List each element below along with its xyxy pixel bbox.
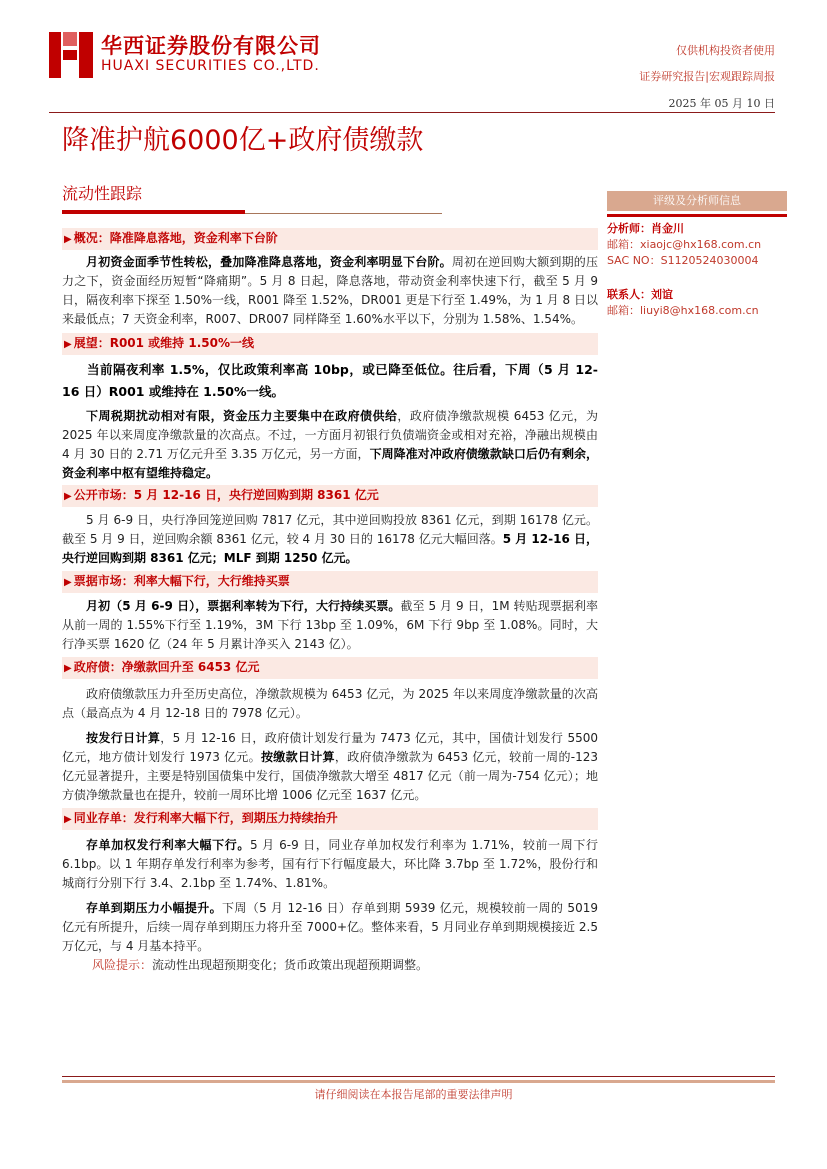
section-heading-overview: ▶ 概况：降准降息落地，资金利率下台阶 — [62, 228, 598, 250]
paragraph: 下周税期扰动相对有限，资金压力主要集中在政府债供给，政府债净缴款规模 6453 亿元，为 2025 年以来周度净缴款量的次高点。不过，一方面月初银行负债端资金或相对充裕，净融出规模由 4 月 30 日的 2.71 万亿元升至 3.35 万亿元，另一方面，下周降准对冲政府债缴款缺口后仍有剩余，资金利率中枢有望维持稳定。 — [62, 409, 598, 480]
report-date: 2025 年 05 月 10 日 — [668, 97, 775, 110]
paragraph: 月初（5 月 6-9 日），票据利率转为下行，大行持续买票。截至 5 月 9 日，1M 转贴现票据利率从前一周的 1.55%下行至 1.19%，3M 下行 13bp 至 1.09%，6M 下行 9bp 至 1.08%。同时，大行净买票 1620 亿（24 年 5 月累计净买入 2143 亿）。 — [62, 599, 598, 651]
analyst-info-panel — [607, 191, 787, 319]
usage-note: 仅供机构投资者使用 — [676, 44, 775, 57]
section-heading-outlook: ▶ 展望：R001 或维持 1.50%一线 — [62, 333, 598, 355]
contact-line: 联系人：刘谊 — [607, 288, 673, 301]
huaxi-logo-icon — [49, 32, 93, 78]
section-underline — [62, 210, 245, 214]
footer-divider-bar — [62, 1080, 775, 1083]
section-heading-open-market: ▶ 公开市场：5 月 12-16 日，央行逆回购到期 8361 亿元 — [62, 485, 598, 507]
header-divider — [49, 112, 775, 113]
triangle-icon: ▶ — [64, 491, 72, 502]
analyst-panel-heading: 评级及分析师信息 — [607, 191, 787, 211]
risk-warning: 风险提示：流动性出现超预期变化；货币政策出现超预期调整。 — [92, 958, 429, 972]
paragraph: 5 月 6-9 日，央行净回笼逆回购 7817 亿元，其中逆回购投放 8361 亿元，到期 16178 亿元。截至 5 月 9 日，逆回购余额 8361 亿元，较 4 月 30 日的 16178 亿元大幅回落。5 月 12-16 日，央行逆回购到期 8361 亿元；MLF 到期 1250 亿元。 — [62, 513, 598, 565]
paragraph: 月初资金面季节性转松，叠加降准降息落地，资金利率明显下台阶。周初在逆回购大额到期的压力之下，资金面经历短暂“降痛期”。5 月 8 日起，降息落地，带动资金利率快速下行，截至 5 月 9 日，隔夜利率下探至 1.50%一线，R001 降至 1.52%，DR001 更是下行至 1.49%，为 1 月 8 日以来最低点；7 天资金利率，R007、DR007 同样降至 1.60%水平以下，分别为 1.58%、1.54%。 — [62, 255, 598, 326]
company-name-en: HUAXI SECURITIES CO.,LTD. — [101, 58, 320, 74]
footer-divider — [62, 1076, 775, 1077]
section-heading-bills: ▶ 票据市场：利率大幅下行，大行维持买票 — [62, 571, 598, 593]
section-title: 流动性跟踪 — [62, 184, 143, 203]
triangle-icon: ▶ — [64, 814, 72, 825]
triangle-icon: ▶ — [64, 339, 72, 350]
legal-disclaimer: 请仔细阅读在本报告尾部的重要法律声明 — [314, 1088, 513, 1101]
analyst-line: 分析师：肖金川 — [607, 222, 684, 235]
company-name-cn: 华西证券股份有限公司 — [101, 34, 321, 58]
contact-email: 邮箱：liuyi8@hx168.com.cn — [607, 304, 759, 317]
section-heading-govt-bonds: ▶ 政府债：净缴款回升至 6453 亿元 — [62, 657, 598, 679]
analyst-email: 邮箱：xiaojc@hx168.com.cn — [607, 238, 762, 251]
paragraph: 按发行日计算，5 月 12-16 日，政府债计划发行量为 7473 亿元，其中，国债计划发行 5500 亿元，地方债计划发行 1973 亿元。按缴款日计算，政府债净缴款为 6453 亿元，较前一周的-123 亿元显著提升，主要是特别国债集中发行，国债净缴款大增至 4817 亿元（前一周为-754 亿元）；地方债净缴款量也在提升，较前一周环比增 1006 亿元至 1637 亿元。 — [62, 731, 599, 802]
paragraph: 当前隔夜利率 1.5%，仅比政策利率高 10bp，或已降至低位。往后看，下周（5 月 12-16 日）R001 或维持在 1.50%一线。 — [62, 362, 598, 399]
triangle-icon: ▶ — [64, 577, 72, 588]
report-type: 证券研究报告|宏观跟踪周报 — [639, 70, 775, 83]
paragraph: 存单到期压力小幅提升。下周（5 月 12-16 日）存单到期 5939 亿元，规模较前一周的 5019 亿元有所提升，后续一周存单到期压力将升至 7000+亿。整体来看，5 月同业存单到期规模接近 2.5 万亿元，与 4 月基本持平。 — [62, 901, 598, 953]
section-underline-thin — [245, 213, 442, 214]
paragraph: 存单加权发行利率大幅下行。5 月 6-9 日，同业存单加权发行利率为 1.71%，较前一周下行 6.1bp。以 1 年期存单发行利率为参考，国有行下行幅度最大，环比降 3.7bp 至 1.72%，股份行和城商行分别下行 3.4、2.1bp 至 1.74%、1.81%。 — [62, 838, 598, 890]
section-heading-ncd: ▶ 同业存单：发行利率大幅下行，到期压力持续抬升 — [62, 808, 598, 830]
main-content — [62, 228, 598, 975]
triangle-icon: ▶ — [64, 234, 72, 245]
report-title: 降准护航6000亿+政府债缴款 — [62, 125, 424, 156]
analyst-sac: SAC NO：S1120524030004 — [607, 254, 759, 267]
paragraph: 政府债缴款压力升至历史高位，净缴款规模为 6453 亿元，为 2025 年以来周度净缴款量的次高点（最高点为 4 月 12-18 日的 7978 亿元）。 — [62, 687, 598, 720]
triangle-icon: ▶ — [64, 663, 72, 674]
